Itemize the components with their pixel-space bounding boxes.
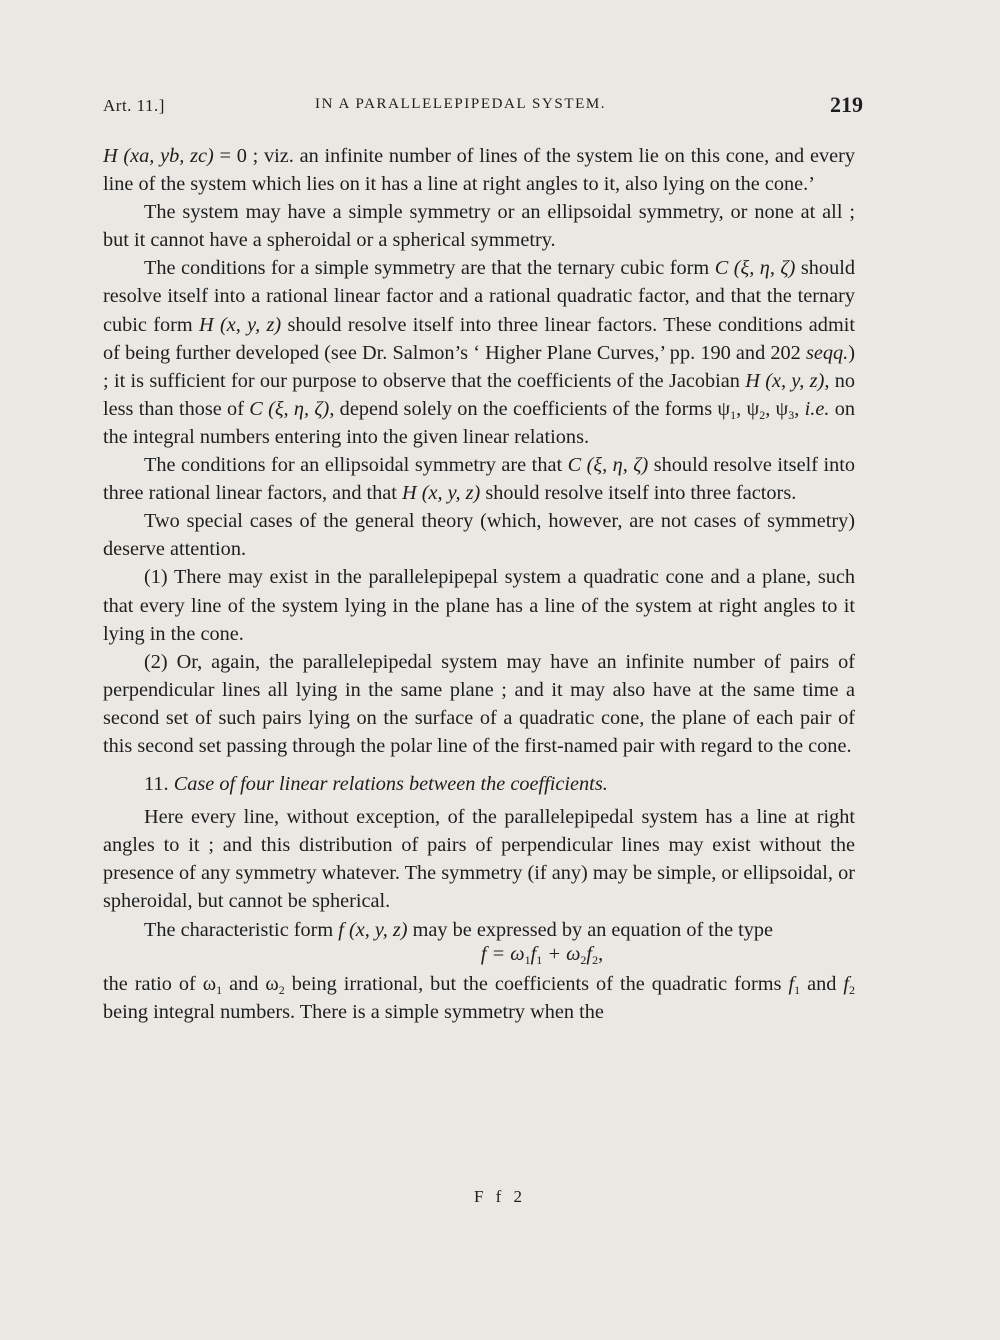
- math-expression: C (ξ, η, ζ): [249, 397, 330, 420]
- math-expression: f (x, y, z): [338, 918, 408, 941]
- subscript: 1: [536, 952, 543, 967]
- paragraph-text: should resolve itself into three linear factors. These conditions admit of being further developed (see Dr. Salmon’s ‘ Higher Plane Curves,’ pp. 190 and 202: [103, 313, 855, 364]
- subscript: 2: [278, 982, 285, 997]
- subscript: 1: [794, 982, 801, 997]
- paragraph-text: , ψ: [765, 397, 789, 420]
- math-expression: H (xa, yb, zc): [103, 145, 214, 167]
- paragraph-ellipsoidal-symmetry: [103, 451, 855, 507]
- subscript: 1: [216, 982, 223, 997]
- subscript: 1: [730, 407, 737, 422]
- math-expression: C (ξ, η, ζ): [714, 257, 796, 280]
- equation-part: + ω: [542, 942, 581, 965]
- equation-part: f: [586, 942, 593, 965]
- paragraph-text: , no less than those of: [103, 369, 856, 420]
- paragraph-simple-symmetry: The conditions for a simple symmetry are that the ternary cubic form C (ξ, η, ζ) should resolve itself into a rational linear factor and a rational quadratic factor, and that the ternary cubic form H (x, y, z) should resolve itself into three linear factors. These conditions admit of being further developed (see Dr. Salmon’s ‘ Higher Plane Curves,’ pp. 190 and 202 seqq.) ; it is sufficient for our purpose to observe that the coefficients of the Jacobian H (x, y, z), no less than those of C (ξ, η, ζ), depend solely on the coefficients of the forms $\psi_1$, $\psi_2$, $\psi_3$, i.e. on the integral numbers entering into the given linear relations.: [103, 257, 856, 448]
- paragraph-symmetry-types: The system may have a simple symmetry or an ellipsoidal symmetry, or none at all ; but it cannot have a spheroidal or a spherical symmetry.: [103, 201, 855, 252]
- paragraph-four-relations: Here every line, without exception, of the parallelepipedal system has a line at right angles to it ; and this distribution of pairs of perpendicular lines may exist without the presence of any symmetry whatever. The symmetry (if any) may be simple, or ellipsoidal, or spheroidal, but cannot be spherical.: [103, 806, 855, 913]
- section-title: Case of four linear relations between the coefficients.: [173, 773, 608, 796]
- math-expression: H (x, y, z): [199, 313, 282, 336]
- section-number: 11.: [144, 773, 169, 796]
- paragraph-text: and: [800, 972, 844, 995]
- paragraph-text: The conditions for a simple symmetry are that the ternary cubic form: [144, 257, 715, 280]
- display-equation: [188, 940, 855, 968]
- paragraph-text: the ratio of ω: [103, 972, 217, 995]
- paragraph-ratio: [103, 970, 855, 1026]
- subscript: 3: [788, 407, 795, 422]
- paragraph-text: should resolve itself into three factors.: [480, 482, 797, 505]
- math-expression: H (x, y, z): [402, 482, 481, 505]
- subscript: 2: [580, 952, 587, 967]
- article-reference: Art. 11.]: [103, 96, 165, 115]
- math-expression: f: [843, 972, 849, 995]
- paragraph-text: ) ; it is sufficient for our purpose to observe that the coefficients of the Jacobian: [103, 341, 855, 392]
- latin-abbreviation: i.e.: [804, 397, 830, 420]
- paragraph-text: , ψ: [736, 397, 760, 420]
- paragraph-text: The conditions for an ellipsoidal symmetry are that: [144, 454, 568, 477]
- paragraph-text: being integral numbers. There is a simple symmetry when the: [103, 1000, 604, 1023]
- math-expression: H (x, y, z): [745, 369, 825, 392]
- section-heading: [103, 770, 855, 798]
- subscript: 2: [759, 407, 766, 422]
- paragraph-continuation: [103, 142, 855, 198]
- paragraph-text: being irrational, but the coefficients of the quadratic forms: [284, 972, 789, 995]
- paragraph-case-one: (1) There may exist in the parallelepipepal system a quadratic cone and a plane, such that every line of the system lying in the plane has a line of the system at right angles to it lying in the cone.: [103, 566, 855, 645]
- paragraph-text: = 0 ; viz. an infinite number of lines of the system lie on this cone, and every line of the system which lies on it has a line at right angles to it, also lying on the cone.’: [103, 145, 855, 196]
- paragraph-special-cases: Two special cases of the general theory (which, however, are not cases of symmetry) deserve attention.: [103, 510, 855, 561]
- signature-mark: F f 2: [473, 1187, 527, 1206]
- subscript: 1: [524, 952, 531, 967]
- paragraph-text: , depend solely on the coefficients of the forms ψ: [329, 397, 731, 420]
- page-body: [103, 142, 855, 1026]
- latin-abbreviation: seqq.: [805, 341, 849, 364]
- paragraph-text: should resolve itself into a rational linear factor and a rational quadratic factor, and that the ternary cubic form: [103, 257, 855, 336]
- equation-part: f = ω: [480, 942, 525, 965]
- paragraph-text: should resolve itself into three rational linear factors, and that: [103, 454, 856, 505]
- running-title: IN A PARALLELEPIPEDAL SYSTEM.: [315, 96, 607, 112]
- paragraph-text: and ω: [222, 972, 279, 995]
- equation-part: f: [530, 942, 537, 965]
- equation-part: ,: [598, 942, 604, 965]
- paragraph-text: on the integral numbers entering into the given linear relations.: [103, 397, 856, 448]
- paragraph-characteristic-form: [103, 916, 855, 968]
- subscript: 2: [592, 952, 599, 967]
- subscript: 2: [849, 982, 855, 997]
- running-header: [103, 92, 863, 120]
- math-expression: C (ξ, η, ζ): [567, 454, 649, 477]
- paragraph-case-two: (2) Or, again, the parallelepipedal system may have an infinite number of pairs of perpendicular lines all lying in the same plane ; and it may also have at the same time a second set of such pairs lying on the surface of a quadratic cone, the plane of each pair of this second set passing through the polar line of the first-named pair with regard to the cone.: [103, 650, 855, 757]
- math-expression: f: [788, 972, 795, 995]
- paragraph-text: The characteristic form: [144, 918, 339, 941]
- paragraph-text: may be expressed by an equation of the type: [407, 918, 774, 941]
- page-number: 219: [830, 92, 863, 117]
